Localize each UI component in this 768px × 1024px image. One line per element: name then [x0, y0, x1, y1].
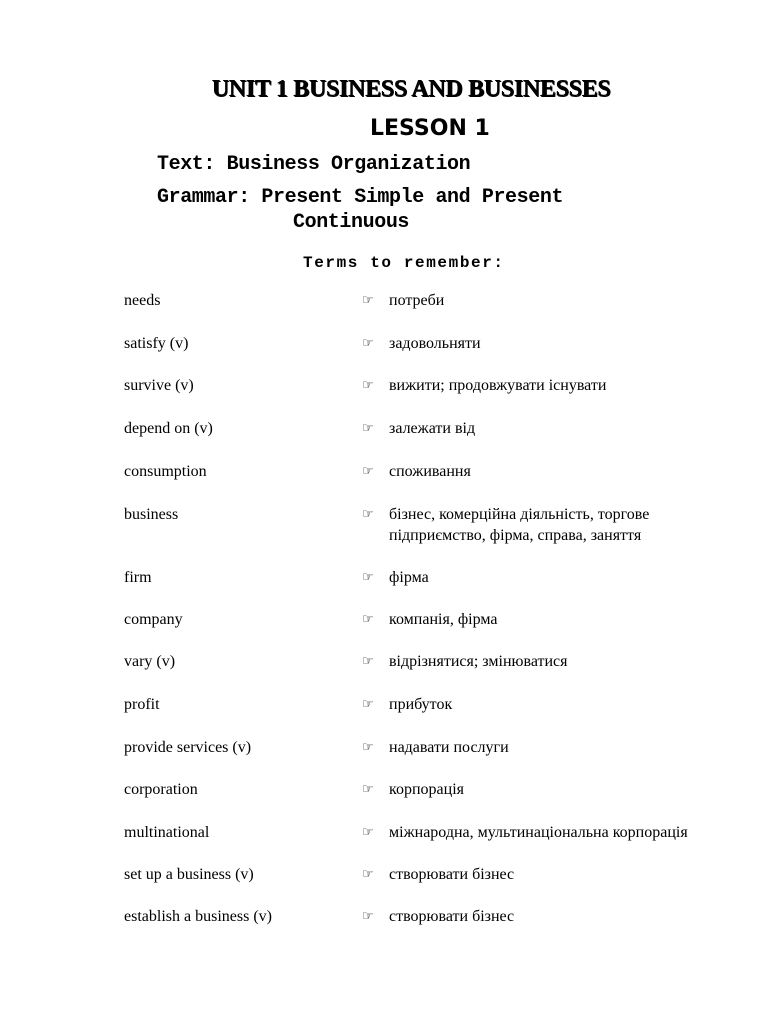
term-english: needs: [124, 292, 161, 309]
hand-pointing-icon: ☞: [362, 378, 371, 393]
term-translation: задовольняти: [389, 335, 481, 352]
term-translation: компанія, фірма: [389, 611, 498, 628]
term-english: consumption: [124, 463, 207, 480]
term-english: corporation: [124, 781, 198, 798]
hand-pointing-icon: ☞: [362, 740, 371, 755]
term-english: company: [124, 611, 183, 628]
hand-pointing-icon: ☞: [362, 570, 371, 585]
hand-pointing-icon: ☞: [362, 507, 371, 522]
term-english: business: [124, 506, 179, 523]
term-translation: бізнес, комерційна діяльність, торгове підприємство, фірма, справа, заняття: [389, 506, 650, 544]
term-english: satisfy (v): [124, 335, 189, 352]
unit-title: UNIT 1 BUSINESS AND BUSINESSES: [211, 76, 611, 102]
grammar-topic-line: Grammar: Present Simple and Present: [157, 186, 564, 209]
term-english: multinational: [124, 824, 210, 841]
term-translation: створювати бізнес: [389, 908, 515, 925]
term-translation: вижити; продовжувати існувати: [389, 377, 607, 394]
hand-pointing-icon: ☞: [362, 697, 371, 712]
term-english: firm: [124, 569, 152, 586]
term-english: profit: [124, 696, 160, 713]
hand-pointing-icon: ☞: [362, 336, 371, 351]
term-english: establish a business (v): [124, 908, 272, 925]
hand-pointing-icon: ☞: [362, 464, 371, 479]
hand-pointing-icon: ☞: [362, 654, 371, 669]
term-translation: корпорація: [389, 781, 464, 798]
term-translation: відрізнятися; змінюватися: [389, 653, 568, 670]
hand-pointing-icon: ☞: [362, 867, 371, 882]
hand-pointing-icon: ☞: [362, 293, 371, 308]
hand-pointing-icon: ☞: [362, 782, 371, 797]
term-translation: залежати від: [389, 420, 476, 437]
terms-heading: Terms to remember:: [303, 254, 505, 272]
hand-pointing-icon: ☞: [362, 825, 371, 840]
term-english: vary (v): [124, 653, 176, 670]
lesson-title: LESSON 1: [370, 116, 490, 141]
term-translation: міжнародна, мультинаціональна корпорація: [389, 824, 688, 841]
term-translation: фірма: [389, 569, 429, 586]
term-english: set up a business (v): [124, 866, 254, 883]
hand-pointing-icon: ☞: [362, 909, 371, 924]
text-topic-line: Text: Business Organization: [157, 153, 471, 176]
term-translation: прибуток: [389, 696, 453, 713]
term-translation: потреби: [389, 292, 445, 309]
term-english: provide services (v): [124, 739, 252, 756]
term-translation: створювати бізнес: [389, 866, 515, 883]
hand-pointing-icon: ☞: [362, 612, 371, 627]
term-english: depend on (v): [124, 420, 213, 437]
hand-pointing-icon: ☞: [362, 421, 371, 436]
grammar-topic-line-continued: Continuous: [293, 211, 410, 234]
term-english: survive (v): [124, 377, 194, 394]
term-translation: надавати послуги: [389, 739, 509, 756]
term-translation: споживання: [389, 463, 471, 480]
